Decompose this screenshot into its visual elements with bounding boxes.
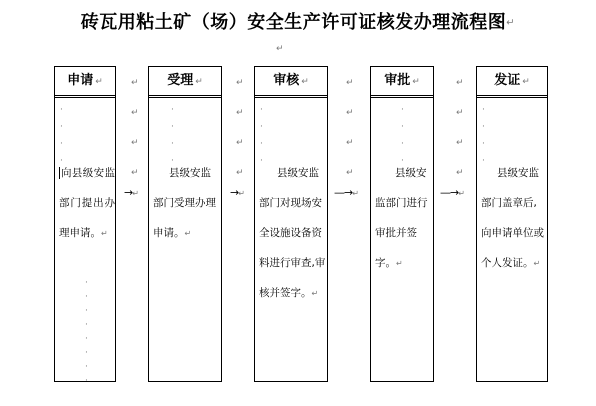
step-column-apply <box>54 66 116 386</box>
step-description: 向县级安监部门提出办理申请。↵ <box>59 167 115 239</box>
step-description: 县级安监部门进行审批并签字。↵ <box>375 167 428 269</box>
step-description: 县级安监部门受理办理申请。↵ <box>153 167 216 239</box>
empty-paragraph-marks: · · · · · · · · <box>85 278 88 386</box>
step-header: 受理 ↵ <box>149 67 221 98</box>
gap-marks: ↵ ↵ ↵ ↵ <box>456 78 464 178</box>
title-text: 砖瓦用粘土矿（场）安全生产许可证核发办理流程图 <box>80 12 507 33</box>
flow-arrow: —→↵ <box>440 186 464 199</box>
step-column-issue <box>476 66 548 382</box>
flow-arrow: →↵ <box>230 186 244 199</box>
empty-paragraph-marks: · · · · <box>401 105 404 166</box>
step-description: 县级安监部门盖章后,向申请单位或个人发证。↵ <box>481 167 544 269</box>
step-header: 申请 ↵ <box>55 67 115 98</box>
paragraph-mark-icon: ↵ <box>506 17 516 29</box>
gap-marks: ↵ ↵ ↵ ↵ <box>131 78 139 178</box>
step-header: 发证 ↵ <box>477 67 547 98</box>
step-header: 审批 ↵ <box>371 67 433 98</box>
empty-paragraph-marks: · · · · <box>482 105 485 166</box>
gap-marks: ↵ ↵ ↵ ↵ <box>236 78 244 178</box>
flow-arrow: —→↵ <box>334 186 358 199</box>
flow-arrow: →↵ <box>124 186 138 199</box>
page-title <box>0 8 596 34</box>
empty-paragraph-marks: · · · · <box>260 105 263 166</box>
gap-marks: ↵ ↵ ↵ ↵ <box>346 78 354 178</box>
paragraph-mark-icon: ↵ <box>276 44 284 54</box>
step-column-accept <box>148 66 222 382</box>
step-description: 县级安监部门对现场安全设施设备资料进行审查,审核并签字。↵ <box>259 167 326 299</box>
step-column-approve <box>370 66 434 382</box>
empty-paragraph-marks: · · · · <box>171 105 174 166</box>
step-header: 审核 ↵ <box>255 67 327 98</box>
empty-paragraph-marks: · · · · <box>60 105 63 166</box>
step-column-review <box>254 66 328 382</box>
